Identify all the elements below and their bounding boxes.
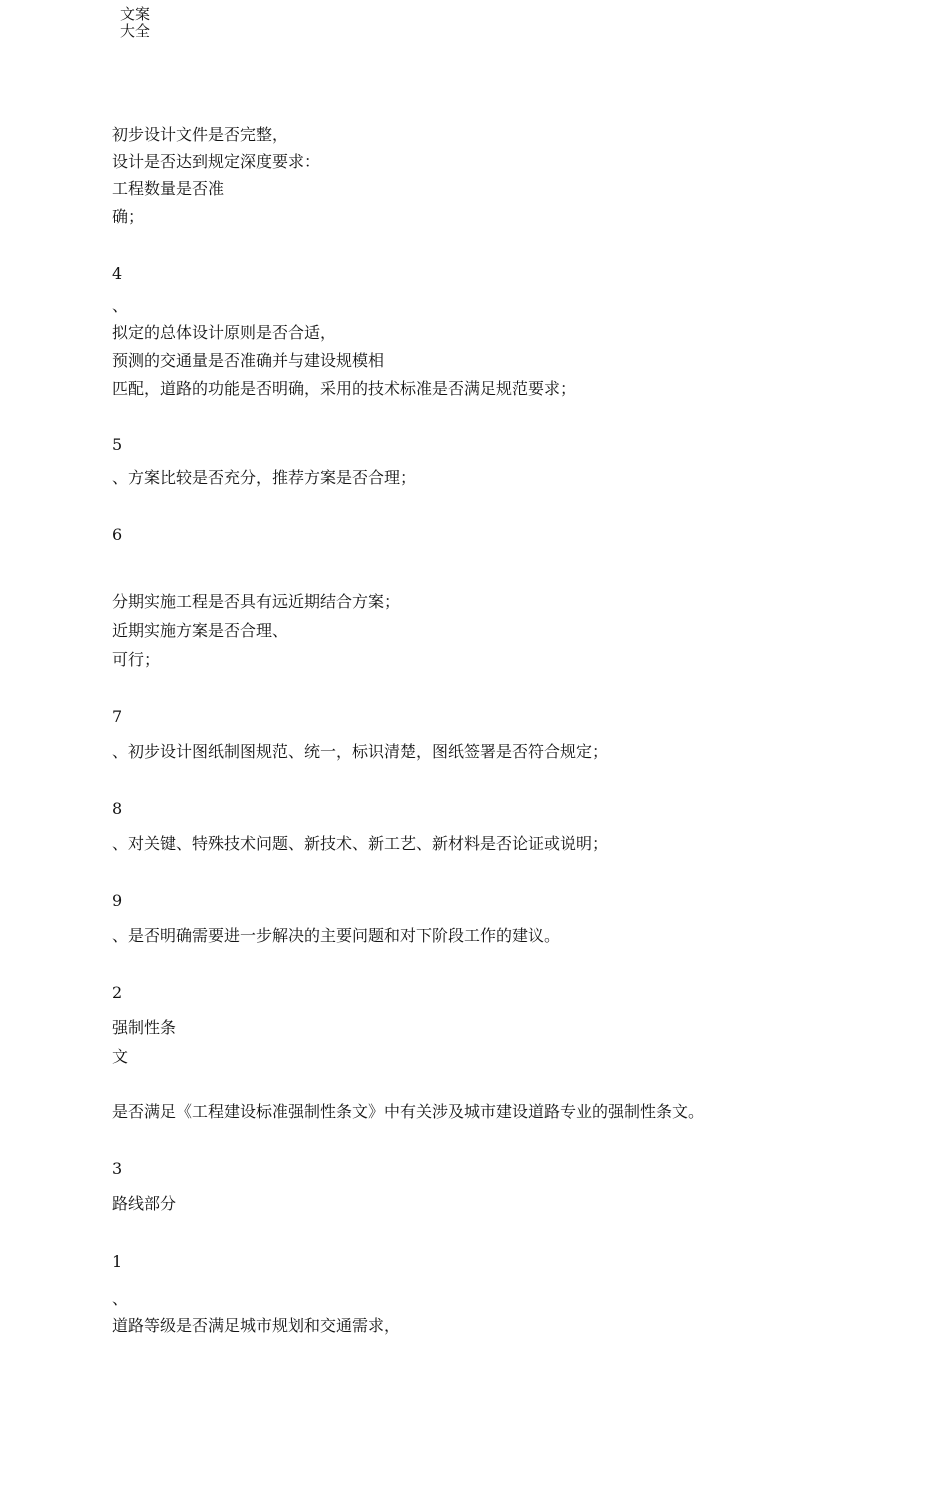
- paragraph-line: 确；: [112, 207, 145, 226]
- header-line-2: 大全: [120, 22, 151, 40]
- paragraph-line: 设计是否达到规定深度要求：: [112, 152, 321, 171]
- paragraph-line: 匹配，道路的功能是否明确，采用的技术标准是否满足规范要求；: [112, 379, 577, 398]
- section-title: 强制性条: [112, 1018, 177, 1037]
- paragraph-line: 初步设计文件是否完整，: [112, 125, 289, 144]
- paragraph-line: 、对关键、特殊技术问题、新技术、新工艺、新材料是否论证或说明；: [112, 834, 609, 853]
- item-number: 7: [112, 707, 123, 726]
- paragraph-line: 分期实施工程是否具有远近期结合方案；: [112, 592, 401, 611]
- section-number: 3: [112, 1159, 123, 1178]
- paragraph-line: 、初步设计图纸制图规范、统一，标识清楚，图纸签署是否符合规定；: [112, 742, 609, 761]
- item-number: 4: [112, 264, 123, 283]
- item-number: 5: [112, 435, 123, 454]
- section-title: 路线部分: [112, 1194, 177, 1213]
- item-separator: 、: [112, 296, 129, 315]
- section-title: 文: [112, 1047, 129, 1066]
- item-number: 6: [112, 525, 123, 544]
- paragraph-line: 工程数量是否准: [112, 179, 225, 198]
- item-separator: 、: [112, 1289, 129, 1308]
- paragraph-line: 预测的交通量是否准确并与建设规模相: [112, 351, 385, 370]
- paragraph-line: 近期实施方案是否合理、: [112, 621, 289, 640]
- paragraph-line: 是否满足《工程建设标准强制性条文》中有关涉及城市建设道路专业的强制性条文。: [112, 1102, 705, 1121]
- item-number: 1: [112, 1252, 123, 1271]
- section-number: 2: [112, 983, 123, 1002]
- paragraph-line: 、方案比较是否充分，推荐方案是否合理；: [112, 468, 417, 487]
- header-line-1: 文案: [120, 5, 151, 23]
- paragraph-line: 拟定的总体设计原则是否合适，: [112, 323, 337, 342]
- paragraph-line: 、是否明确需要进一步解决的主要问题和对下阶段工作的建议。: [112, 926, 561, 945]
- paragraph-line: 可行；: [112, 650, 161, 669]
- paragraph-line: 道路等级是否满足城市规划和交通需求，: [112, 1316, 401, 1335]
- item-number: 9: [112, 891, 123, 910]
- item-number: 8: [112, 799, 123, 818]
